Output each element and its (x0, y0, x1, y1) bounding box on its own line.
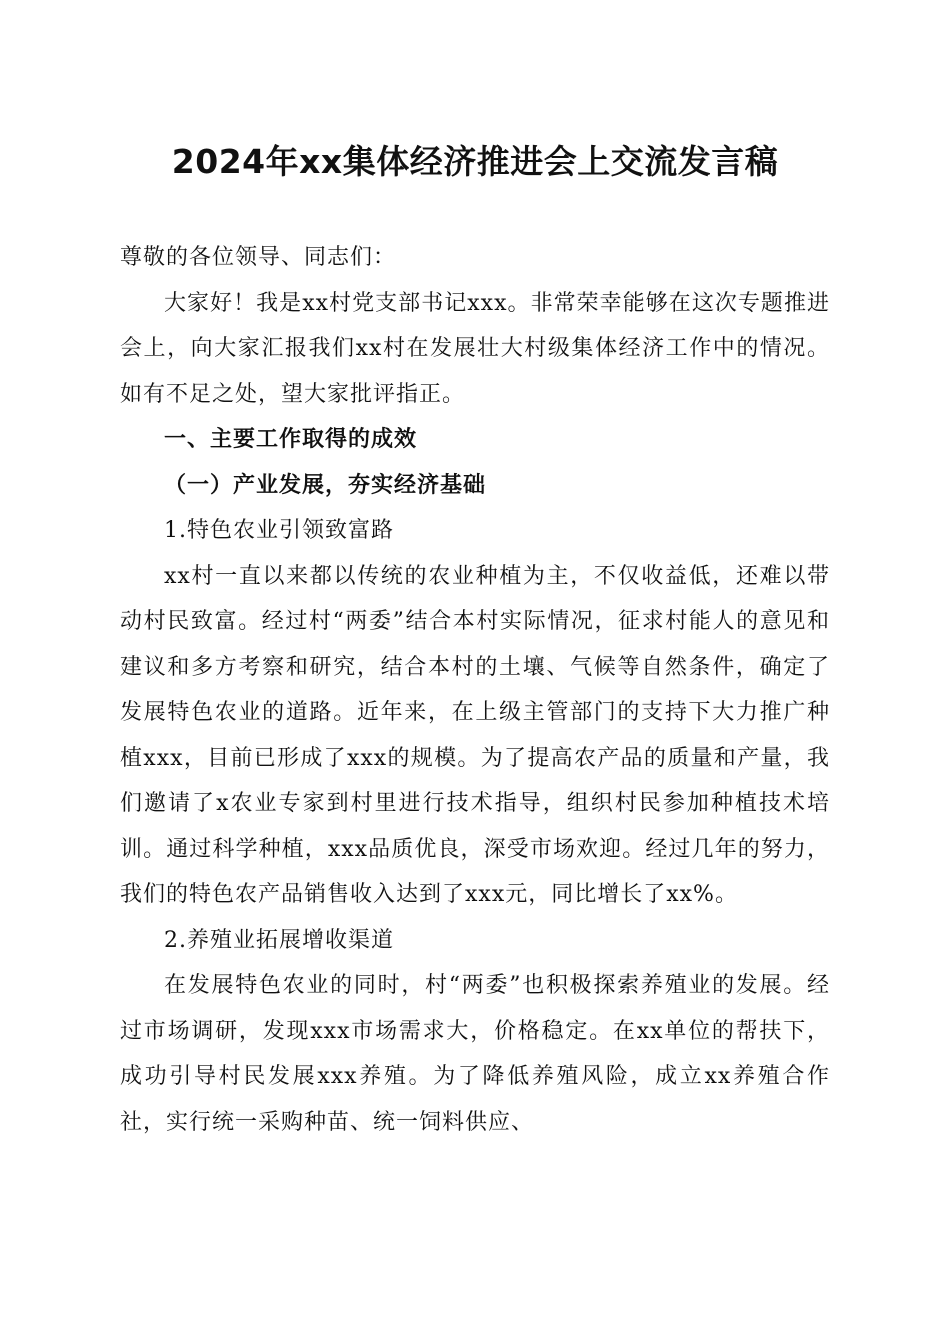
item-paragraph-1: xx村一直以来都以传统的农业种植为主，不仅收益低，还难以带动村民致富。经过村“两委”结合本村实际情况，征求村能人的意见和建议和多方考察和研究，结合本村的土壤、气候等自然条件，确定了发展特色农业的道路。近年来，在上级主管部门的支持下大力推广种植xxx，目前已形成了xxx的规模。为了提高农产品的质量和产量，我们邀请了x农业专家到村里进行技术指导，组织村民参加种植技术培训。通过科学种植，xxx品质优良，深受市场欢迎。经过几年的努力，我们的特色农产品销售收入达到了xxx元，同比增长了xx%。 (120, 563, 830, 907)
subsection-heading: （一）产业发展，夯实经济基础 (164, 471, 487, 498)
section-heading: 一、主要工作取得的成效 (164, 427, 418, 452)
salutation: 尊敬的各位领导、同志们： (120, 245, 397, 270)
item-heading-1: 1.特色农业引领致富路 (164, 518, 394, 543)
document-body (120, 235, 830, 1145)
item-heading-2: 2.养殖业拓展增收渠道 (164, 927, 394, 953)
item-paragraph-2: 在发展特色农业的同时，村“两委”也积极探索养殖业的发展。经过市场调研，发现xxx市场需求大，价格稳定。在xx单位的帮扶下，成功引导村民发展xxx养殖。为了降低养殖风险，成立xx养殖合作社，实行统一采购种苗、统一饲料供应、 (120, 973, 830, 1135)
opening-paragraph: 大家好！我是xx村党支部书记xxx。非常荣幸能够在这次专题推进会上，向大家汇报我们xx村在发展壮大村级集体经济工作中的情况。如有不足之处，望大家批评指正。 (120, 290, 830, 407)
document-title: 2024年xx集体经济推进会上交流发言稿 (171, 142, 779, 181)
